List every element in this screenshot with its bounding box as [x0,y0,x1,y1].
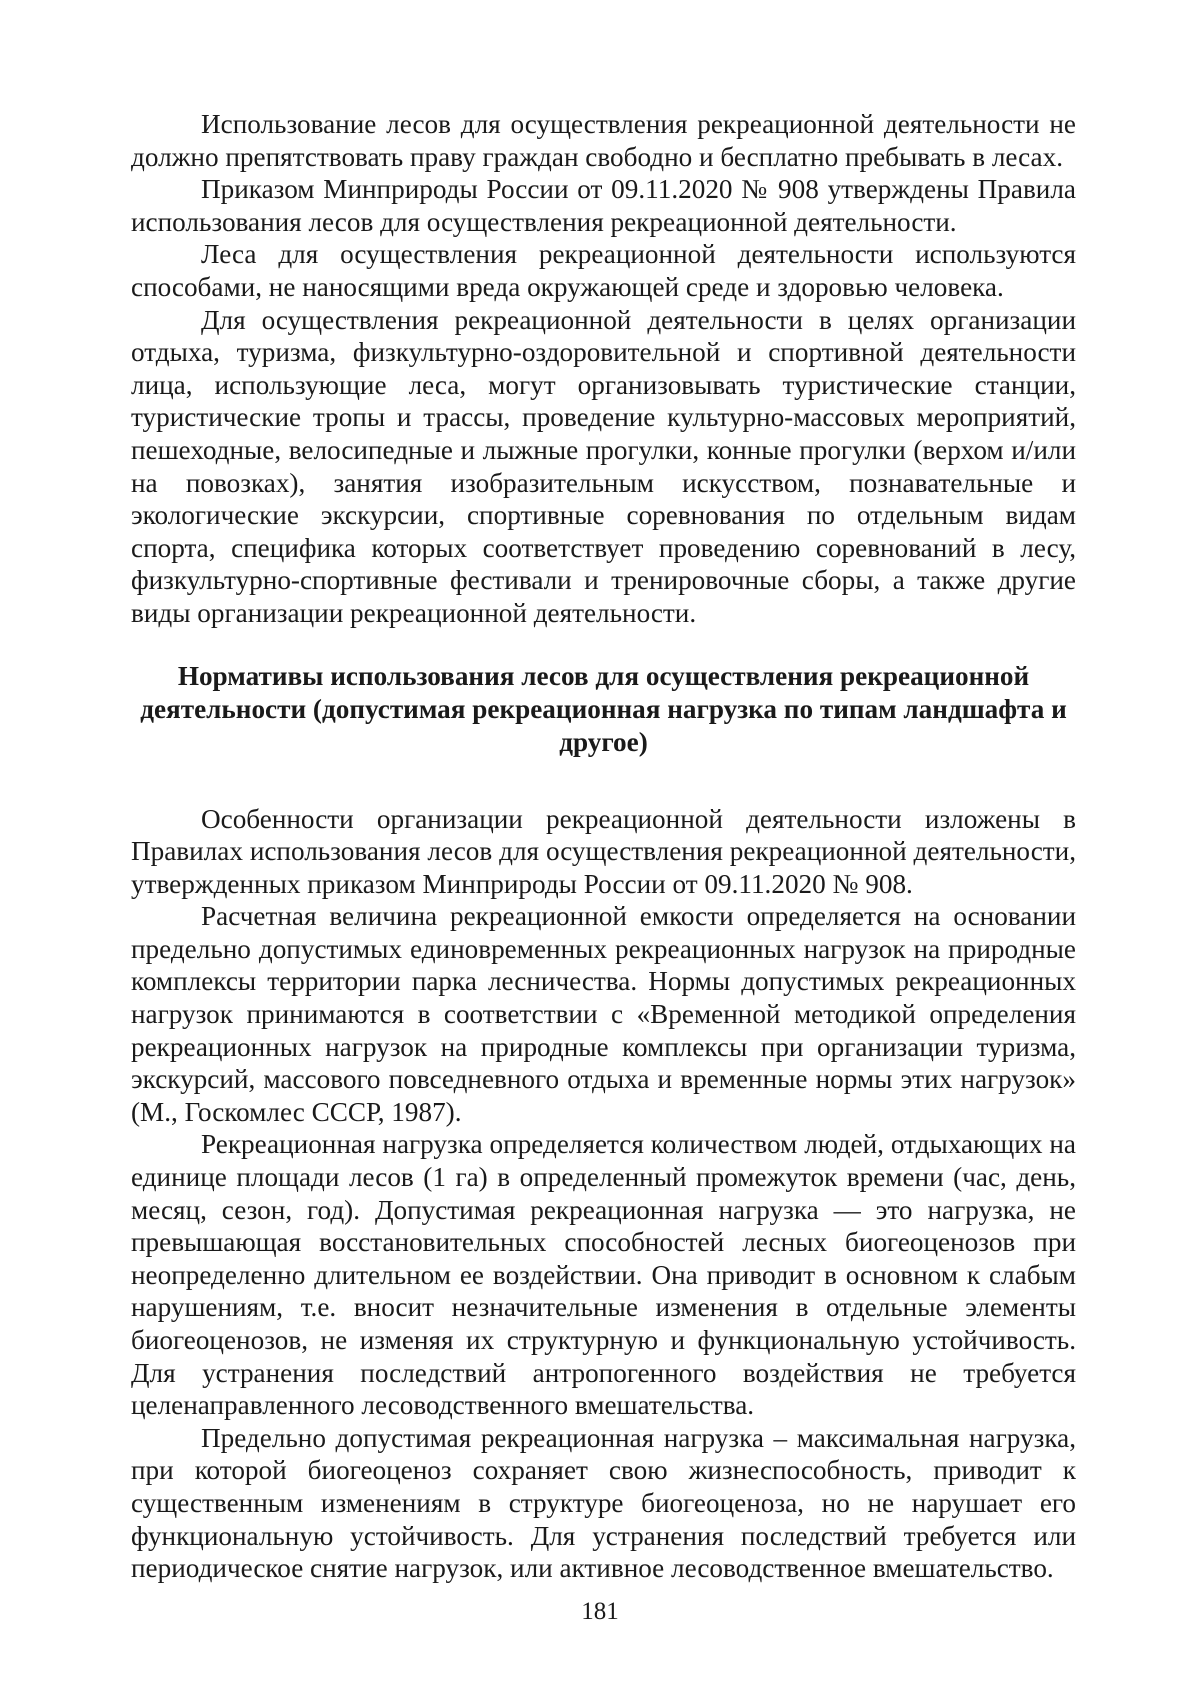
section-heading: Нормативы использования лесов для осуществления рекреационной деятельности (допустимая рекреационная нагрузка по типам ландшафта и другое) [140,660,1067,757]
section-recreational-use [131,108,1076,630]
paragraph: Предельно допустимая рекреационная нагрузка – максимальная нагрузка, при которой биогеоценоз сохраняет свою жизнеспособность, приводит к существенным изменениям в структуре биогеоценоза, но не нарушает его функциональную устойчивость. Для устранения последствий требуется или периодическое снятие нагрузок, или активное лесоводственное вмешательство. [131,1422,1076,1584]
page-number: 181 [581,1598,619,1625]
paragraph: Расчетная величина рекреационной емкости определяется на основании предельно допустимых единовременных рекреационных нагрузок на природные комплексы территории парка лесничества. Нормы допустимых рекреационных нагрузок принимаются в соответствии с «Временной методикой определения рекреационных нагрузок на природные комплексы при организации туризма, экскурсий, массового повседневного отдыха и временные нормы этих нагрузок» (М., Госкомлес СССР, 1987). [131,901,1076,1127]
paragraph: Приказом Минприроды России от 09.11.2020 № 908 утверждены Правила использования лесов для осуществления рекреационной деятельности. [131,174,1076,237]
paragraph: Использование лесов для осуществления рекреационной деятельности не должно препятствовать праву граждан свободно и бесплатно пребывать в лесах. [131,109,1076,172]
paragraph: Рекреационная нагрузка определяется количеством людей, отдыхающих на единице площади лесов (1 га) в определенный промежуток времени (час, день, месяц, сезон, год). Допустимая рекреационная нагрузка — это нагрузка, не превышающая восстановительных способностей лесных биогеоценозов при неопределенно длительном ее воздействии. Она приводит в основном к слабым нарушениям, т.е. вносит незначительные изменения в отдельные элементы биогеоценозов, не изменяя их структурную и функциональную устойчивость. Для устранения последствий антропогенного воздействия не требуется целенаправленного лесоводственного вмешательства. [131,1129,1076,1421]
document-page [131,108,1076,1585]
paragraph: Леса для осуществления рекреационной деятельности используются способами, не наносящими вреда окружающей среде и здоровью человека. [131,239,1076,302]
section-recreational-norms [131,803,1076,1585]
paragraph: Особенности организации рекреационной деятельности изложены в Правилах использования лесов для осуществления рекреационной деятельности, утвержденных приказом Минприроды России от 09.11.2020 № 908. [131,803,1076,899]
paragraph: Для осуществления рекреационной деятельности в целях организации отдыха, туризма, физкультурно-оздоровительной и спортивной деятельности лица, использующие леса, могут организовывать туристические станции, туристические тропы и трассы, проведение культурно-массовых мероприятий, пешеходные, велосипедные и лыжные прогулки, конные прогулки (верхом и/или на повозках), занятия изобразительным искусством, познавательные и экологические экскурсии, спортивные соревнования по отдельным видам спорта, специфика которых соответствует проведению соревнований в лесу, физкультурно-спортивные фестивали и тренировочные сборы, а также другие виды организации рекреационной деятельности. [131,304,1076,628]
